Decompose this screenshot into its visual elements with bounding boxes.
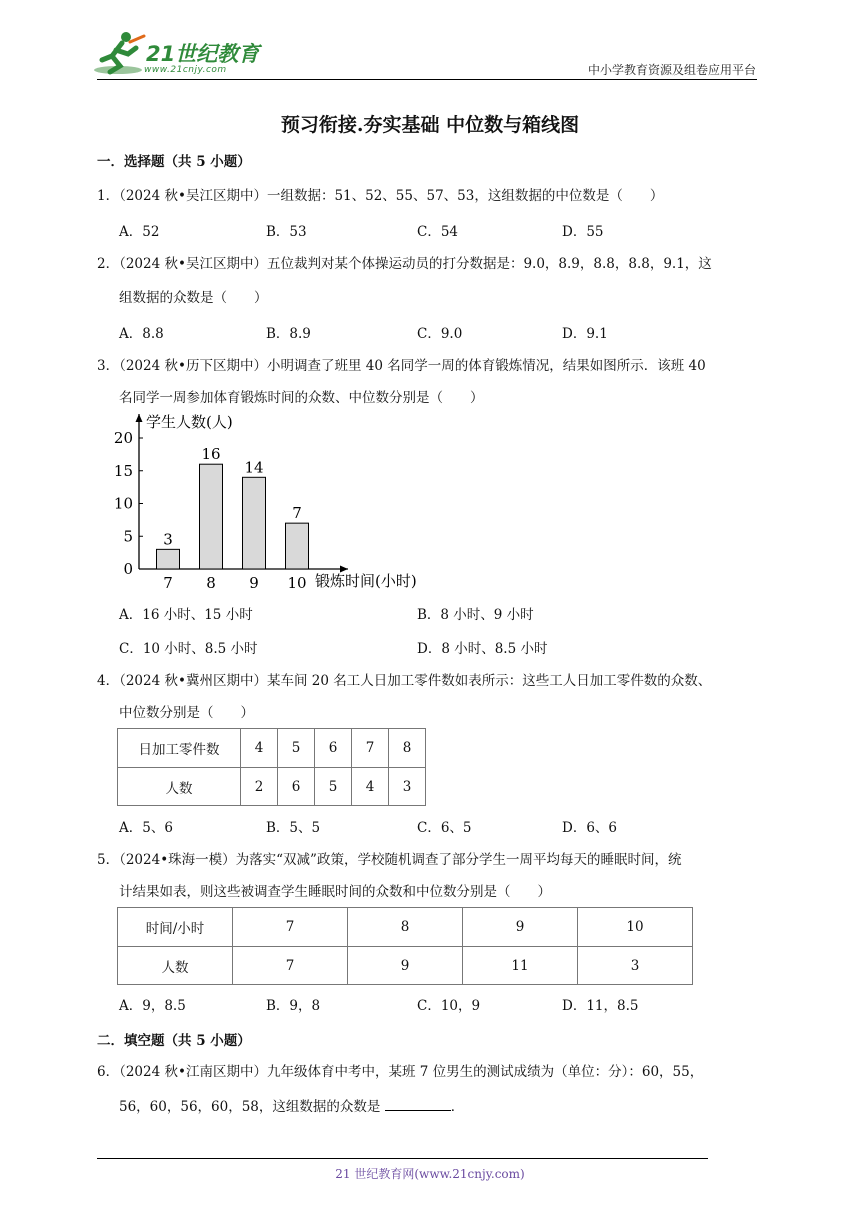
q4-table-row: [118, 729, 426, 768]
q4-table-row: [118, 768, 426, 806]
x-tick-label: 8: [206, 574, 216, 592]
x-ticks: [163, 574, 306, 592]
question-4-stem-line2: 中位数分别是（ ）: [119, 705, 254, 721]
y-tick-label: 15: [113, 461, 133, 480]
y-axis-label: 学生人数(人): [146, 413, 233, 431]
x-axis-label: 锻炼时间(小时): [315, 572, 417, 590]
table-cell: 9: [463, 908, 578, 947]
q3-option-a: A．16 小时、15 小时: [119, 607, 253, 623]
q5-table: [117, 907, 693, 985]
question-6-stem-line2: [119, 1096, 464, 1117]
x-tick-label: 10: [287, 574, 307, 592]
section-heading-choice: 一．选择题（共 5 小题）: [97, 154, 251, 170]
y-axis-arrow-icon: [136, 414, 143, 422]
y-tick-label: 20: [113, 429, 133, 447]
q1-option-a: A．52: [119, 224, 160, 240]
table-cell: 4: [241, 729, 278, 768]
q5-option-b: B．9，8: [266, 998, 321, 1014]
bars: [157, 445, 309, 569]
table-cell: 8: [389, 729, 426, 768]
table-cell: 7: [233, 908, 348, 947]
question-1-stem: 1．（2024 秋•吴江区期中）一组数据：51、52、55、57、53，这组数据的中位数是（ ）: [97, 188, 664, 204]
question-4-stem-line1: 4．（2024 秋•冀州区期中）某车间 20 名工人日加工零件数如表所示：这些工人日加工零件数的众数、: [97, 673, 712, 689]
question-6-stem-text: 56，60，56，60，58，这组数据的众数是: [119, 1099, 381, 1115]
question-3-stem-line2: 名同学一周参加体育锻炼时间的众数、中位数分别是（ ）: [119, 390, 484, 406]
bar: [286, 523, 309, 569]
platform-name: 中小学教育资源及组卷应用平台: [587, 63, 756, 77]
y-tick-label: 5: [123, 527, 133, 546]
x-tick-label: 9: [249, 574, 259, 592]
footer-divider: [97, 1158, 708, 1159]
table-cell: 日加工零件数: [118, 729, 241, 768]
footer-text: 21 世纪教育网(www.21cnjy.com): [335, 1167, 525, 1181]
bar-data-label: 16: [201, 445, 221, 464]
bar-data-label: 7: [292, 504, 302, 523]
bar: [200, 464, 223, 569]
question-2-stem-line2: 组数据的众数是（ ）: [119, 290, 268, 306]
q1-option-c: C．54: [417, 224, 459, 240]
q2-option-c: C．9.0: [417, 326, 463, 342]
q5-option-c: C．10，9: [417, 998, 481, 1014]
x-tick-label: 7: [163, 574, 173, 592]
bar-data-label: 14: [244, 458, 264, 477]
q4-option-c: C．6、5: [417, 820, 472, 836]
q2-option-b: B．8.9: [266, 326, 311, 342]
logo-text: 21世纪教育: [146, 42, 260, 66]
page-title: 预习衔接.夯实基础 中位数与箱线图: [280, 114, 580, 136]
y-tick-label: 10: [113, 494, 133, 513]
q3-option-b: B．8 小时、9 小时: [417, 607, 534, 623]
q2-option-d: D．9.1: [562, 326, 608, 342]
chart-axes: [136, 414, 349, 573]
question-3-stem-line1: 3．（2024 秋•历下区期中）小明调查了班里 40 名同学一周的体育锻炼情况，结果如图所示．该班 40: [97, 358, 706, 374]
runner-logo-icon: [92, 30, 148, 76]
q5-option-a: A．9，8.5: [119, 998, 186, 1014]
bar: [243, 477, 266, 569]
table-cell: 6: [315, 729, 352, 768]
table-cell: 7: [233, 947, 348, 985]
q3-option-c: C．10 小时、8.5 小时: [119, 641, 258, 657]
table-cell: 2: [241, 768, 278, 806]
table-cell: 7: [352, 729, 389, 768]
table-cell: 6: [278, 768, 315, 806]
q3-option-d: D．8 小时、8.5 小时: [417, 641, 548, 657]
table-cell: 8: [348, 908, 463, 947]
logo-url: www.21cnjy.com: [144, 65, 227, 75]
y-tick-label: 0: [123, 560, 133, 578]
table-cell: 5: [278, 729, 315, 768]
table-cell: 人数: [118, 947, 233, 985]
bar-chart: [110, 408, 440, 596]
table-cell: 4: [352, 768, 389, 806]
bar-data-label: 3: [163, 530, 173, 549]
q2-option-a: A．8.8: [119, 326, 164, 342]
question-6-stem-line1: 6．（2024 秋•江南区期中）九年级体育中考中，某班 7 位男生的测试成绩为（单位：分）：60，55，: [97, 1064, 704, 1080]
table-cell: 10: [578, 908, 693, 947]
table-cell: 人数: [118, 768, 241, 806]
question-2-stem-line1: 2．（2024 秋•吴江区期中）五位裁判对某个体操运动员的打分数据是：9.0，8.9，8.8，8.8，9.1，这: [97, 256, 712, 272]
answer-blank[interactable]: [385, 1096, 451, 1111]
q4-table: [117, 728, 426, 806]
q5-table-row: [118, 947, 693, 985]
q1-option-d: D．55: [562, 224, 604, 240]
question-6-end: ．: [450, 1099, 465, 1115]
q5-table-row: [118, 908, 693, 947]
q4-option-a: A．5、6: [119, 820, 173, 836]
bar: [157, 549, 180, 569]
table-cell: 3: [578, 947, 693, 985]
table-cell: 5: [315, 768, 352, 806]
q4-option-d: D．6、6: [562, 820, 618, 836]
section-heading-fill: 二．填空题（共 5 小题）: [97, 1033, 251, 1049]
question-5-stem-line1: 5．（2024•珠海一模）为落实“双减”政策，学校随机调查了部分学生一周平均每天的睡眠时间，统: [97, 852, 682, 868]
q1-option-b: B．53: [266, 224, 307, 240]
table-cell: 9: [348, 947, 463, 985]
table-cell: 3: [389, 768, 426, 806]
table-cell: 时间/小时: [118, 908, 233, 947]
header-divider: [97, 79, 757, 80]
q4-option-b: B．5、5: [266, 820, 321, 836]
question-5-stem-line2: 计结果如表，则这些被调查学生睡眠时间的众数和中位数分别是（ ）: [119, 884, 551, 900]
q5-option-d: D．11，8.5: [562, 998, 639, 1014]
table-cell: 11: [463, 947, 578, 985]
